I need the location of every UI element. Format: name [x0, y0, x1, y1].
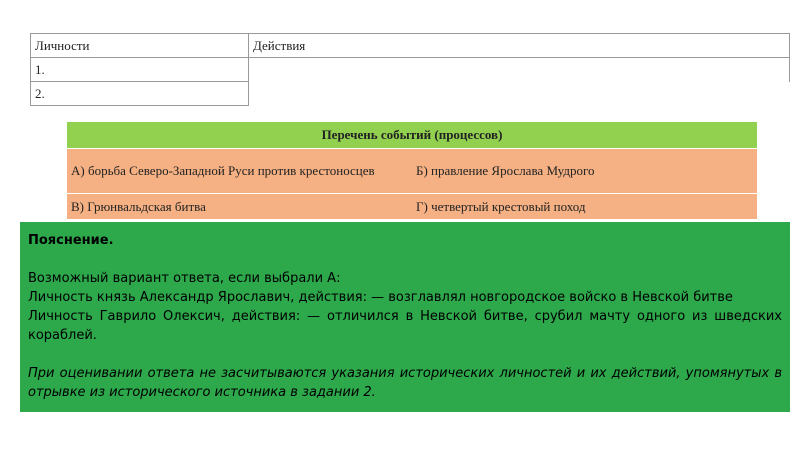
answer-table-header-row [31, 34, 790, 58]
answer-table [30, 33, 790, 106]
event-g: Г) четвертый крестовый поход [412, 194, 757, 220]
explanation-intro: Возможный вариант ответа, если выбрали А: [28, 271, 341, 286]
events-header-row [67, 122, 757, 149]
row-1-actions-cell[interactable] [249, 58, 790, 82]
events-row [67, 194, 757, 220]
event-v: В) Грюнвальдская битва [67, 194, 412, 220]
explanation-line-1: Личность князь Александр Ярославич, действия: — возглавлял новгородское войско в Невской битве [28, 290, 733, 305]
row-2-actions-cell [249, 82, 790, 106]
explanation-box [20, 222, 790, 412]
explanation-footnote: При оценивании ответа не засчитываются указания исторических личностей и их действий, упомянутых в отрывке из исторического источника в задании 2. [28, 366, 782, 400]
events-title: Перечень событий (процессов) [67, 122, 757, 149]
row-2-personality-cell[interactable]: 2. [31, 82, 249, 106]
row-1-personality-cell[interactable]: 1. [31, 58, 249, 82]
explanation-line-2: Личность Гаврило Олексич, действия: — отличился в Невской битве, срубил мачту одного из шведских кораблей. [28, 309, 782, 343]
header-personalities: Личности [31, 34, 249, 58]
explanation-title: Пояснение. [28, 233, 114, 248]
events-table [67, 122, 757, 219]
events-row [67, 149, 757, 194]
header-actions: Действия [249, 34, 790, 58]
event-b: Б) правление Ярослава Мудрого [412, 149, 757, 194]
answer-table-row [31, 58, 790, 82]
answer-table-row [31, 82, 790, 106]
event-a: А) борьба Северо-Западной Руси против крестоносцев [67, 149, 412, 194]
